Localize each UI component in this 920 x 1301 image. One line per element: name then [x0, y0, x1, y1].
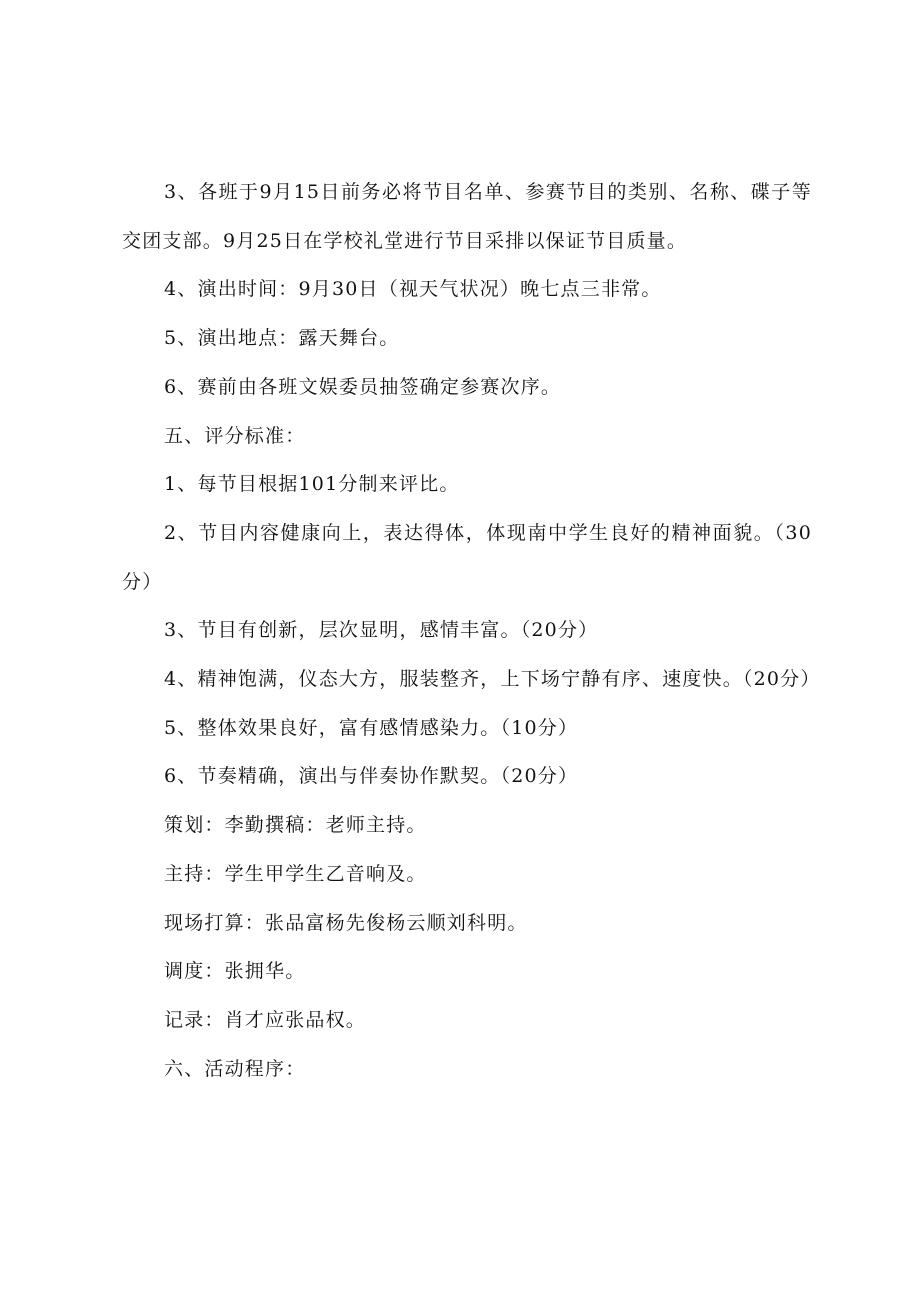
paragraph-7: 2、节目内容健康向上，表达得体，体现南中学生良好的精神面貌。（30分）: [122, 521, 812, 593]
paragraph-13: 主持：学生甲学生乙音响及。: [164, 862, 427, 885]
paragraph-8: 3、节目有创新，层次显明，感情丰富。（20分）: [164, 619, 599, 642]
paragraph-2: 4、演出时间：9月30日（视天气状况）晚七点三非常。: [164, 278, 662, 301]
paragraph-1: 3、各班于9月15日前务必将节目名单、参赛节目的类别、名称、碟子等交团支部。9月25日在学校礼堂进行节目采排以保证节目质量。: [122, 181, 812, 252]
paragraph-14: 现场打算：张品富杨先俊杨云顺刘科明。: [164, 911, 528, 934]
paragraph-4: 6、赛前由各班文娱委员抽签确定参赛次序。: [164, 375, 562, 398]
paragraph-12: 策划：李勤撰稿：老师主持。: [164, 814, 427, 837]
paragraph-3: 5、演出地点：露天舞台。: [164, 327, 400, 350]
paragraph-11: 6、节奏精确，演出与伴奏协作默契。（20分）: [164, 765, 579, 788]
document-body: [122, 168, 821, 1093]
paragraph-16: 记录：肖才应张品权。: [164, 1008, 367, 1031]
paragraph-10: 5、整体效果良好，富有感情感染力。（10分）: [164, 716, 579, 739]
paragraph-6: 1、每节目根据101分制来评比。: [164, 473, 460, 496]
paragraph-9: 4、精神饱满，仪态大方，服装整齐，上下场宁静有序、速度快。（20分）: [164, 668, 821, 691]
section-heading-scoring: 五、评分标准：: [164, 424, 306, 447]
paragraph-15: 调度：张拥华。: [164, 960, 306, 983]
section-heading-program: 六、活动程序：: [164, 1057, 306, 1080]
